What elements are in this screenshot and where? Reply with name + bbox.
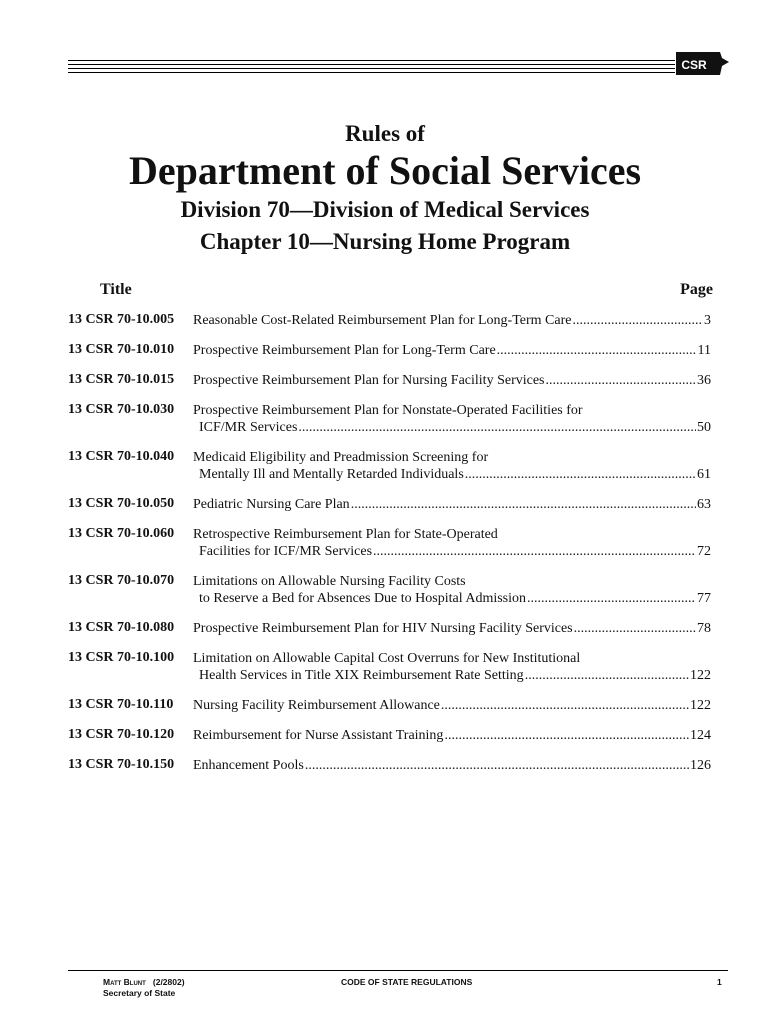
toc-entry-title: Mentally Ill and Mentally Retarded Individuals xyxy=(199,467,464,482)
toc-leader-dots xyxy=(373,543,696,560)
toc-entry-page: 122 xyxy=(690,698,711,713)
footer-code-title: CODE OF STATE REGULATIONS xyxy=(341,977,473,987)
toc-leader-dots xyxy=(574,620,696,637)
toc-entry-title: Retrospective Reimbursement Plan for State-Operated xyxy=(193,527,498,542)
toc-leader-dots xyxy=(525,667,689,684)
toc-entry-title: Reimbursement for Nurse Assistant Training xyxy=(193,728,444,743)
toc-entry-code: 13 CSR 70-10.015 xyxy=(68,372,175,387)
toc-entry xyxy=(68,449,711,483)
csr-badge-text: CSR xyxy=(681,58,707,72)
toc-entry-page: 11 xyxy=(697,343,711,358)
toc-leader-dots xyxy=(465,466,696,483)
page-column-header: Page xyxy=(680,281,713,298)
footer-date: (2/2802) xyxy=(152,977,185,987)
footer-signature xyxy=(103,977,185,999)
toc-leader-dots xyxy=(305,757,689,774)
toc-entry xyxy=(68,697,711,714)
toc-entry-page: 36 xyxy=(697,373,711,388)
toc-leader-dots xyxy=(572,312,703,329)
toc-entry xyxy=(68,372,711,389)
toc-entry xyxy=(68,342,711,359)
toc-entry-title: to Reserve a Bed for Absences Due to Hospital Admission xyxy=(199,591,527,606)
toc-entry xyxy=(68,573,711,607)
toc-entry-title: Limitation on Allowable Capital Cost Overruns for New Institutional xyxy=(193,651,581,666)
toc-entry-page: 72 xyxy=(697,544,711,559)
csr-badge-icon xyxy=(674,48,730,78)
toc-entry-title: Enhancement Pools xyxy=(193,758,304,773)
table-of-contents xyxy=(68,312,711,787)
toc-leader-dots xyxy=(351,496,696,513)
toc-entry-code: 13 CSR 70-10.060 xyxy=(68,526,175,541)
chapter-title: Chapter 10—Nursing Home Program xyxy=(199,229,571,254)
toc-leader-dots xyxy=(527,590,696,607)
toc-entry-page: 50 xyxy=(697,420,711,435)
rules-of-label: Rules of xyxy=(345,121,425,146)
toc-leader-dots xyxy=(298,419,696,436)
toc-entry-title: Prospective Reimbursement Plan for HIV Nursing Facility Services xyxy=(193,621,573,636)
toc-entry xyxy=(68,757,711,774)
toc-entry-code: 13 CSR 70-10.120 xyxy=(68,727,175,742)
toc-entry-title: ICF/MR Services xyxy=(199,420,298,435)
toc-leader-dots xyxy=(441,697,689,714)
toc-entry-page: 126 xyxy=(690,758,711,773)
toc-entry xyxy=(68,526,711,560)
division-title: Division 70—Division of Medical Services xyxy=(180,197,590,222)
toc-entry-code: 13 CSR 70-10.030 xyxy=(68,402,175,417)
toc-entry xyxy=(68,402,711,436)
toc-entry xyxy=(68,650,711,684)
document-heading xyxy=(0,120,770,258)
header-rule-lines xyxy=(68,60,675,76)
toc-entry-code: 13 CSR 70-10.100 xyxy=(68,650,175,665)
toc-entry-title: Limitations on Allowable Nursing Facility Costs xyxy=(193,574,466,589)
toc-entry-title: Prospective Reimbursement Plan for Long-Term Care xyxy=(193,343,496,358)
toc-entry-page: 63 xyxy=(697,497,711,512)
toc-entry-title: Health Services in Title XIX Reimbursement Rate Setting xyxy=(199,668,524,683)
toc-entry-title: Prospective Reimbursement Plan for Nursing Facility Services xyxy=(193,373,545,388)
toc-entry-title: Prospective Reimbursement Plan for Nonstate-Operated Facilities for xyxy=(193,403,583,418)
toc-entry-page: 61 xyxy=(697,467,711,482)
department-title: Department of Social Services xyxy=(128,148,642,193)
toc-entry-title: Medicaid Eligibility and Preadmission Screening for xyxy=(193,450,489,465)
toc-leader-dots xyxy=(444,727,689,744)
toc-entry-title: Pediatric Nursing Care Plan xyxy=(193,497,350,512)
title-column-header: Title xyxy=(100,281,132,298)
toc-entry-page: 3 xyxy=(704,313,711,328)
toc-entry-title: Facilities for ICF/MR Services xyxy=(199,544,373,559)
footer-page-number: 1 xyxy=(717,977,722,987)
footer-author: Matt Blunt xyxy=(103,977,146,987)
toc-entry-code: 13 CSR 70-10.050 xyxy=(68,496,175,511)
toc-entry-code: 13 CSR 70-10.080 xyxy=(68,620,175,635)
toc-entry xyxy=(68,620,711,637)
toc-entry-page: 124 xyxy=(690,728,711,743)
toc-leader-dots xyxy=(546,372,697,389)
toc-entry-code: 13 CSR 70-10.150 xyxy=(68,757,175,772)
toc-entry-title: Nursing Facility Reimbursement Allowance xyxy=(193,698,440,713)
toc-entry-code: 13 CSR 70-10.040 xyxy=(68,449,175,464)
toc-entry-code: 13 CSR 70-10.110 xyxy=(68,697,174,712)
toc-entry-page: 122 xyxy=(690,668,711,683)
toc-entry-code: 13 CSR 70-10.010 xyxy=(68,342,175,357)
toc-entry-code: 13 CSR 70-10.005 xyxy=(68,312,175,327)
toc-leader-dots xyxy=(497,342,697,359)
footer-rule xyxy=(68,970,728,971)
toc-entry-page: 78 xyxy=(697,621,711,636)
toc-entry-page: 77 xyxy=(697,591,711,606)
toc-entry-title: Reasonable Cost-Related Reimbursement Plan for Long-Term Care xyxy=(193,313,572,328)
toc-entry xyxy=(68,496,711,513)
toc-entry-code: 13 CSR 70-10.070 xyxy=(68,573,175,588)
toc-entry xyxy=(68,312,711,329)
toc-entry xyxy=(68,727,711,744)
footer-role: Secretary of State xyxy=(103,988,176,998)
